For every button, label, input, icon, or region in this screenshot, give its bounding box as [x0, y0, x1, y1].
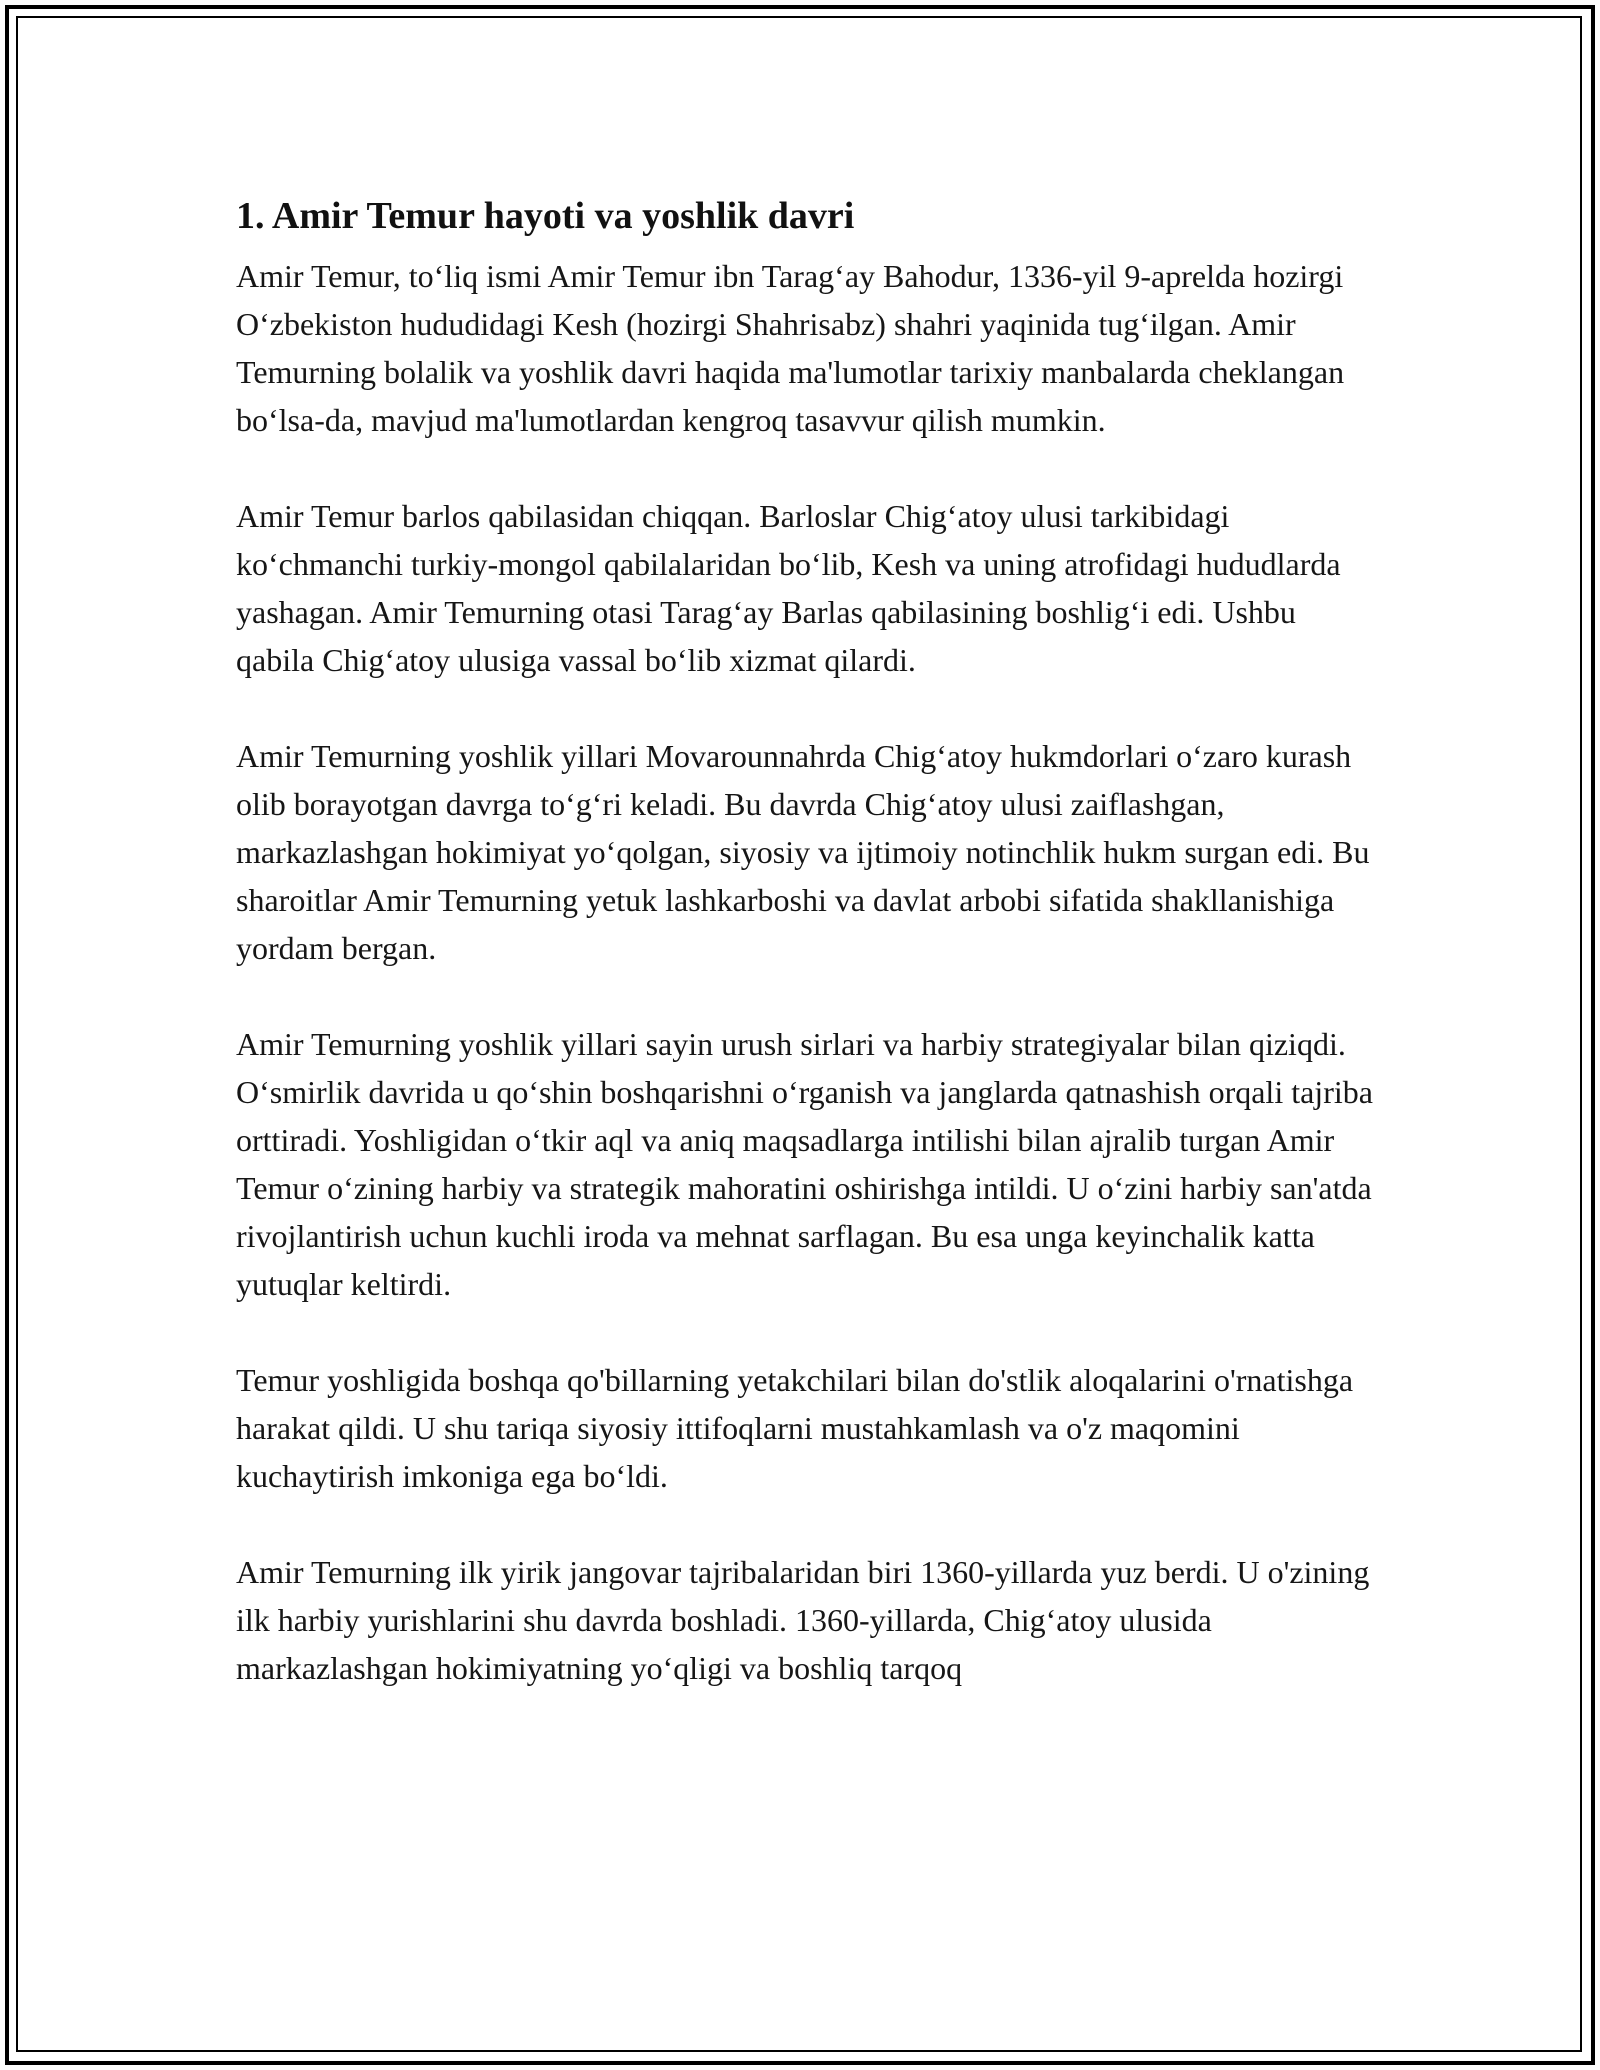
paragraph-youth-era: Amir Temurning yoshlik yillari Movarounnahrda Chig‘atoy hukmdorlari o‘zaro kurash olib borayotgan davrga to‘g‘ri keladi. Bu davrda Chig‘atoy ulusi zaiflashgan, markazlashgan hokimiyat yo‘qolgan, siyosiy va ijtimoiy notinchlik hukm surgan edi. Bu sharoitlar Amir Temurning yetuk lashkarboshi va davlat arbobi sifatida shakllanishiga yordam bergan.	[236, 738, 1370, 966]
section-heading: 1. Amir Temur hayoti va yoshlik davri	[236, 195, 855, 237]
paragraph-barlas-tribe: Amir Temur barlos qabilasidan chiqqan. Barloslar Chig‘atoy ulusi tarkibidagi ko‘chmanchi turkiy-mongol qabilalaridan bo‘lib, Kesh va uning atrofidagi hududlarda yashagan. Amir Temurning otasi Tarag‘ay Barlas qabilasining boshlig‘i edi. Ushbu qabila Chig‘atoy ulusiga vassal bo‘lib xizmat qilardi.	[236, 498, 1341, 678]
paragraph-alliances: Temur yoshligida boshqa qo'billarning yetakchilari bilan do'stlik aloqalarini o'rnatishga harakat qildi. U shu tariqa siyosiy ittifoqlarni mustahkamlash va o'z maqomini kuchaytirish imkoniga ega bo‘ldi.	[236, 1362, 1354, 1494]
document-body	[236, 188, 1376, 1740]
paragraph-first-campaigns: Amir Temurning ilk yirik jangovar tajribalaridan biri 1360-yillarda yuz berdi. U o'zining ilk harbiy yurishlarini shu davrda boshladi. 1360-yillarda, Chig‘atoy ulusida markazlashgan hokimiyatning yo‘qligi va boshliq tarqoq	[236, 1554, 1370, 1686]
paragraph-birth: Amir Temur, to‘liq ismi Amir Temur ibn Tarag‘ay Bahodur, 1336-yil 9-aprelda hozirgi O‘zbekiston hududidagi Kesh (hozirgi Shahrisabz) shahri yaqinida tug‘ilgan. Amir Temurning bolalik va yoshlik davri haqida ma'lumotlar tarixiy manbalarda cheklangan bo‘lsa-da, mavjud ma'lumotlardan kengroq tasavvur qilish mumkin.	[236, 258, 1345, 438]
paragraph-military-interest: Amir Temurning yoshlik yillari sayin urush sirlari va harbiy strategiyalar bilan qiziqdi. O‘smirlik davrida u qo‘shin boshqarishni o‘rganish va janglarda qatnashish orqali tajriba orttiradi. Yoshligidan o‘tkir aql va aniq maqsadlarga intilishi bilan ajralib turgan Amir Temur o‘zining harbiy va strategik mahoratini oshirishga intildi. U o‘zini harbiy san'atda rivojlantirish uchun kuchli iroda va mehnat sarflagan. Bu esa unga keyinchalik katta yutuqlar keltirdi.	[236, 1026, 1373, 1302]
